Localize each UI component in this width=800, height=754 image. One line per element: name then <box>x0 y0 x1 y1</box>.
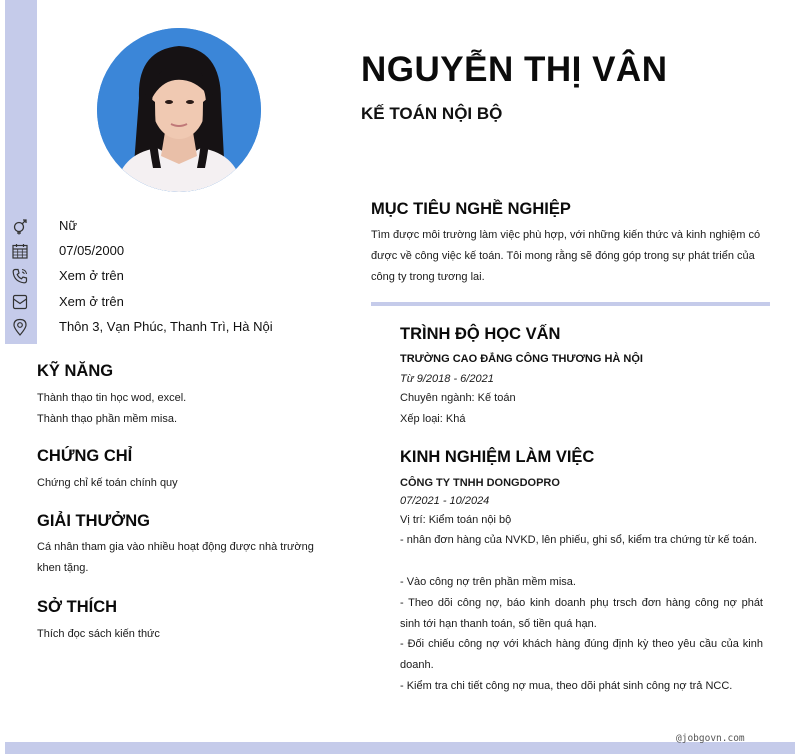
education-school: TRƯỜNG CAO ĐẲNG CÔNG THƯƠNG HÀ NỘI <box>400 353 643 365</box>
calendar-icon <box>11 242 29 260</box>
awards-heading: GIẢI THƯỞNG <box>37 512 151 530</box>
gender-value: Nữ <box>59 218 78 233</box>
gender-icon <box>11 217 29 235</box>
experience-heading: KINH NGHIỆM LÀM VIỆC <box>400 448 595 466</box>
avatar <box>97 28 261 192</box>
experience-period: 07/2021 - 10/2024 <box>400 495 490 507</box>
experience-duty: - nhân đơn hàng của NVKD, lên phiếu, ghi sổ, kiểm tra chứng từ kế toán. <box>400 534 758 546</box>
contact-gender <box>0 216 320 236</box>
contact-email <box>0 292 320 312</box>
skills-heading: KỸ NĂNG <box>37 362 114 380</box>
education-heading: TRÌNH ĐỘ HỌC VẤN <box>400 325 561 343</box>
address-value: Thôn 3, Vạn Phúc, Thanh Trì, Hà Nội <box>59 319 273 334</box>
education-major: Chuyên ngành: Kế toán <box>400 392 516 404</box>
email-value: Xem ở trên <box>59 294 124 309</box>
education-grade: Xếp loại: Khá <box>400 413 466 425</box>
contact-phone <box>0 266 320 286</box>
experience-duty: - Theo dõi công nợ, báo kinh doanh phụ trsch đơn hàng công nợ phát sinh tới hạn thanh toán, số tiền quá hạn. <box>400 597 763 630</box>
hobbies-text: Thích đọc sách kiến thức <box>37 628 160 640</box>
phone-value: Xem ở trên <box>59 268 124 283</box>
experience-duty: - Vào công nợ trên phần mềm misa. <box>400 576 576 588</box>
education-period: Từ 9/2018 - 6/2021 <box>400 373 494 385</box>
watermark: @jobgovn.com <box>676 733 745 744</box>
objective-text: Tìm được môi trường làm việc phù hợp, với những kiến thức và kinh nghiệm có được về công việc kế toán. Tôi mong rằng sẽ đóng góp trong sự phát triển của công ty trong tương lai. <box>371 229 761 283</box>
awards-text: Cá nhân tham gia vào nhiều hoạt động được nhà trường khen tặng. <box>37 541 314 574</box>
section-divider <box>371 302 770 306</box>
full-name: NGUYỄN THỊ VÂN <box>361 50 668 89</box>
contact-address <box>0 317 320 337</box>
objective-heading: MỤC TIÊU NGHỀ NGHIỆP <box>371 200 571 218</box>
mail-icon <box>11 293 29 311</box>
skill-item: Thành thạo tin học wod, excel. <box>37 392 187 404</box>
experience-duty: - Đối chiếu công nợ với khách hàng đúng định kỳ theo yêu cầu của kinh doanh. <box>400 638 763 671</box>
hobbies-heading: SỞ THÍCH <box>37 598 118 616</box>
experience-position: Vị trí: Kiểm toán nội bộ <box>400 514 512 526</box>
certificate-item: Chứng chỉ kế toán chính quy <box>37 477 178 489</box>
experience-company: CÔNG TY TNHH DONGDOPRO <box>400 477 560 489</box>
location-pin-icon <box>11 318 29 336</box>
certificates-heading: CHỨNG CHỈ <box>37 447 133 465</box>
contact-birthdate <box>0 241 320 261</box>
job-title: KẾ TOÁN NỘI BỘ <box>361 104 503 123</box>
skill-item: Thành thạo phần mềm misa. <box>37 413 178 425</box>
birthdate-value: 07/05/2000 <box>59 243 125 258</box>
phone-icon <box>11 267 29 285</box>
experience-duty: - Kiểm tra chi tiết công nợ mua, theo dõi phát sinh công nợ trả NCC. <box>400 680 733 692</box>
